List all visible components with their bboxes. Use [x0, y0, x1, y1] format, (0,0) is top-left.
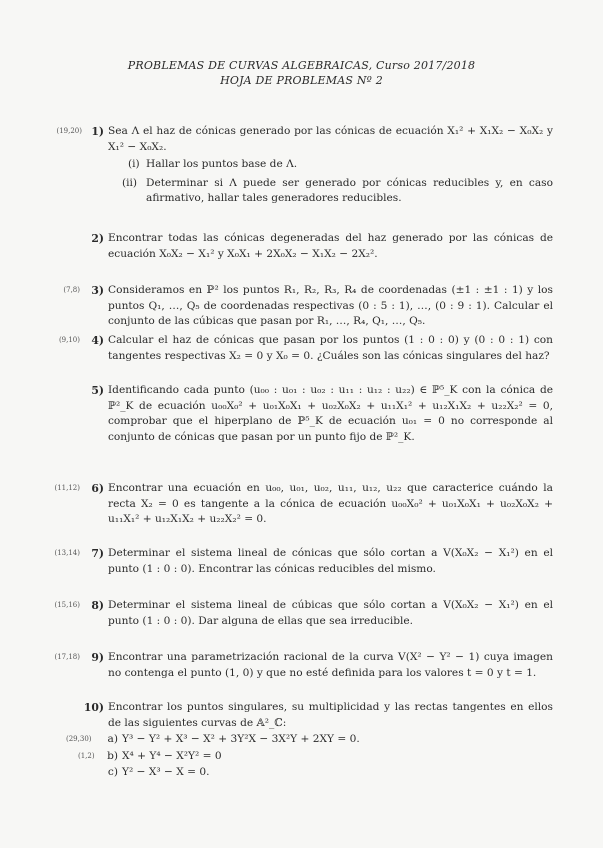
- sheet-title: PROBLEMAS DE CURVAS ALGEBRAICAS, Curso 2017/2018: [127, 59, 476, 72]
- problem-number: 8): [91, 599, 104, 612]
- subitem-label: a): [107, 733, 118, 745]
- subitem-margin-note: (29,30): [66, 735, 92, 743]
- problem-text: Sea Λ el haz de cónicas generado por las cónicas de ecuación X₁² + X₁X₂ − X₀X₂ y X₁² − X₀X₂.: [108, 125, 553, 153]
- problem-text: Determinar el sistema lineal de cónicas que sólo cortan a V(X₀X₂ − X₁²) en el punto (1 : 0 : 0). Encontrar las cónicas reducibles del mismo.: [108, 547, 553, 575]
- problem-number: 3): [91, 284, 104, 297]
- problem-text: Identificando cada punto (u₀₀ : u₀₁ : u₀₂ : u₁₁ : u₁₂ : u₂₂) ∈ ℙ⁵_K con la cónica de ℙ²_K de ecuación u₀₀X₀² + u₀₁X₀X₁ + u₀₂X₀X₂ + u₁₁X₁² + u₁₂X₁X₂ + u₂₂X₂² = 0, comprobar que el hiperplano de ℙ⁵_K de ecuación u₀₁ = 0 no corresponde al conjunto de cónicas que pasan por un punto fijo de ℙ²_K.: [108, 384, 553, 443]
- subitem-label: c): [107, 766, 118, 778]
- subitem-text: Determinar si Λ puede ser generado por cónicas reducibles y, en caso afirmativo, hallar tales generadores reducibles.: [146, 176, 553, 204]
- subitem: [78, 749, 553, 765]
- problem-number: 9): [91, 651, 104, 664]
- problem-text: Determinar el sistema lineal de cúbicas que sólo cortan a V(X₀X₂ − X₁²) en el punto (1 : 0 : 0). Dar alguna de ellas que sea irreducible.: [108, 599, 553, 627]
- problem-number: 1): [91, 125, 104, 138]
- subitem-text: Hallar los puntos base de Λ.: [146, 158, 298, 170]
- subitem: [66, 732, 553, 748]
- subitem-text: Y³ − Y² + X³ − X² + 3Y²X − 3X²Y + 2XY = 0.: [122, 733, 360, 745]
- problem-margin-note: (9,10): [58, 336, 80, 344]
- problem-margin-note: (13,14): [54, 549, 80, 557]
- problem-number: 4): [91, 334, 104, 347]
- subitem-label: (ii): [122, 176, 138, 189]
- problem-margin-note: (7,8): [63, 286, 80, 294]
- problem-text: Calcular el haz de cónicas que pasan por los puntos (1 : 0 : 0) y (0 : 0 : 1) con tangentes respectivas X₂ = 0 y X₀ = 0. ¿Cuáles son las cónicas singulares del haz?: [108, 334, 553, 362]
- subitem-label: (i): [128, 158, 140, 170]
- problem-number: 6): [91, 482, 104, 495]
- problem-number: 7): [91, 547, 104, 560]
- problem-text: Encontrar una parametrización racional de la curva V(X² − Y² − 1) cuya imagen no contenga el punto (1, 0) y que no esté definida para los valores t = 0 y t = 1.: [108, 651, 553, 679]
- problem-text: Encontrar una ecuación en u₀₀, u₀₁, u₀₂, u₁₁, u₁₂, u₂₂ que caracterice cuándo la recta X₂ = 0 es tangente a la cónica de ecuación u₀₀X₀² + u₀₁X₀X₁ + u₀₂X₀X₂ + u₁₁X₁² + u₁₂X₁X₂ + u₂₂X₂² = 0.: [108, 482, 553, 525]
- subitem-text: Y² − X³ − X = 0.: [122, 766, 210, 778]
- sheet-header: [0, 58, 603, 88]
- problem-margin-note: (17,18): [54, 653, 80, 661]
- sheet-subtitle: HOJA DE PROBLEMAS Nº 2: [220, 74, 383, 87]
- subitem-label: b): [107, 749, 118, 762]
- subitem-text: X⁴ + Y⁴ − X²Y² = 0: [122, 749, 222, 762]
- problem-margin-note: (15,16): [54, 601, 80, 609]
- problem-number: 2): [91, 232, 104, 245]
- problem-text: Consideramos en ℙ² los puntos R₁, R₂, R₃, R₄ de coordenadas (±1 : ±1 : 1) y los puntos Q₁, …, Q₅ de coordenadas respectivas (0 : 5 : 1), …, (0 : 9 : 1). Calcular el conjunto de las cúbicas que pasan por R₁, …, R₄, Q₁, …, Q₅.: [108, 284, 553, 327]
- subitem-margin-note: (1,2): [78, 751, 95, 760]
- problem-text: Encontrar los puntos singulares, su multiplicidad y las rectas tangentes en ellos de las siguientes curvas de 𝔸²_ℂ:: [108, 701, 553, 729]
- problem-number: 5): [91, 384, 104, 397]
- subitem: [107, 765, 553, 781]
- problem-margin-note: (19,20): [56, 127, 82, 135]
- problem-text: Encontrar todas las cónicas degeneradas del haz generado por las cónicas de ecuación X₀X₂ − X₁² y X₀X₁ + 2X₀X₂ − X₁X₂ − 2X₂².: [108, 232, 553, 260]
- problem-number: 10): [83, 701, 104, 714]
- problem-margin-note: (11,12): [54, 484, 80, 492]
